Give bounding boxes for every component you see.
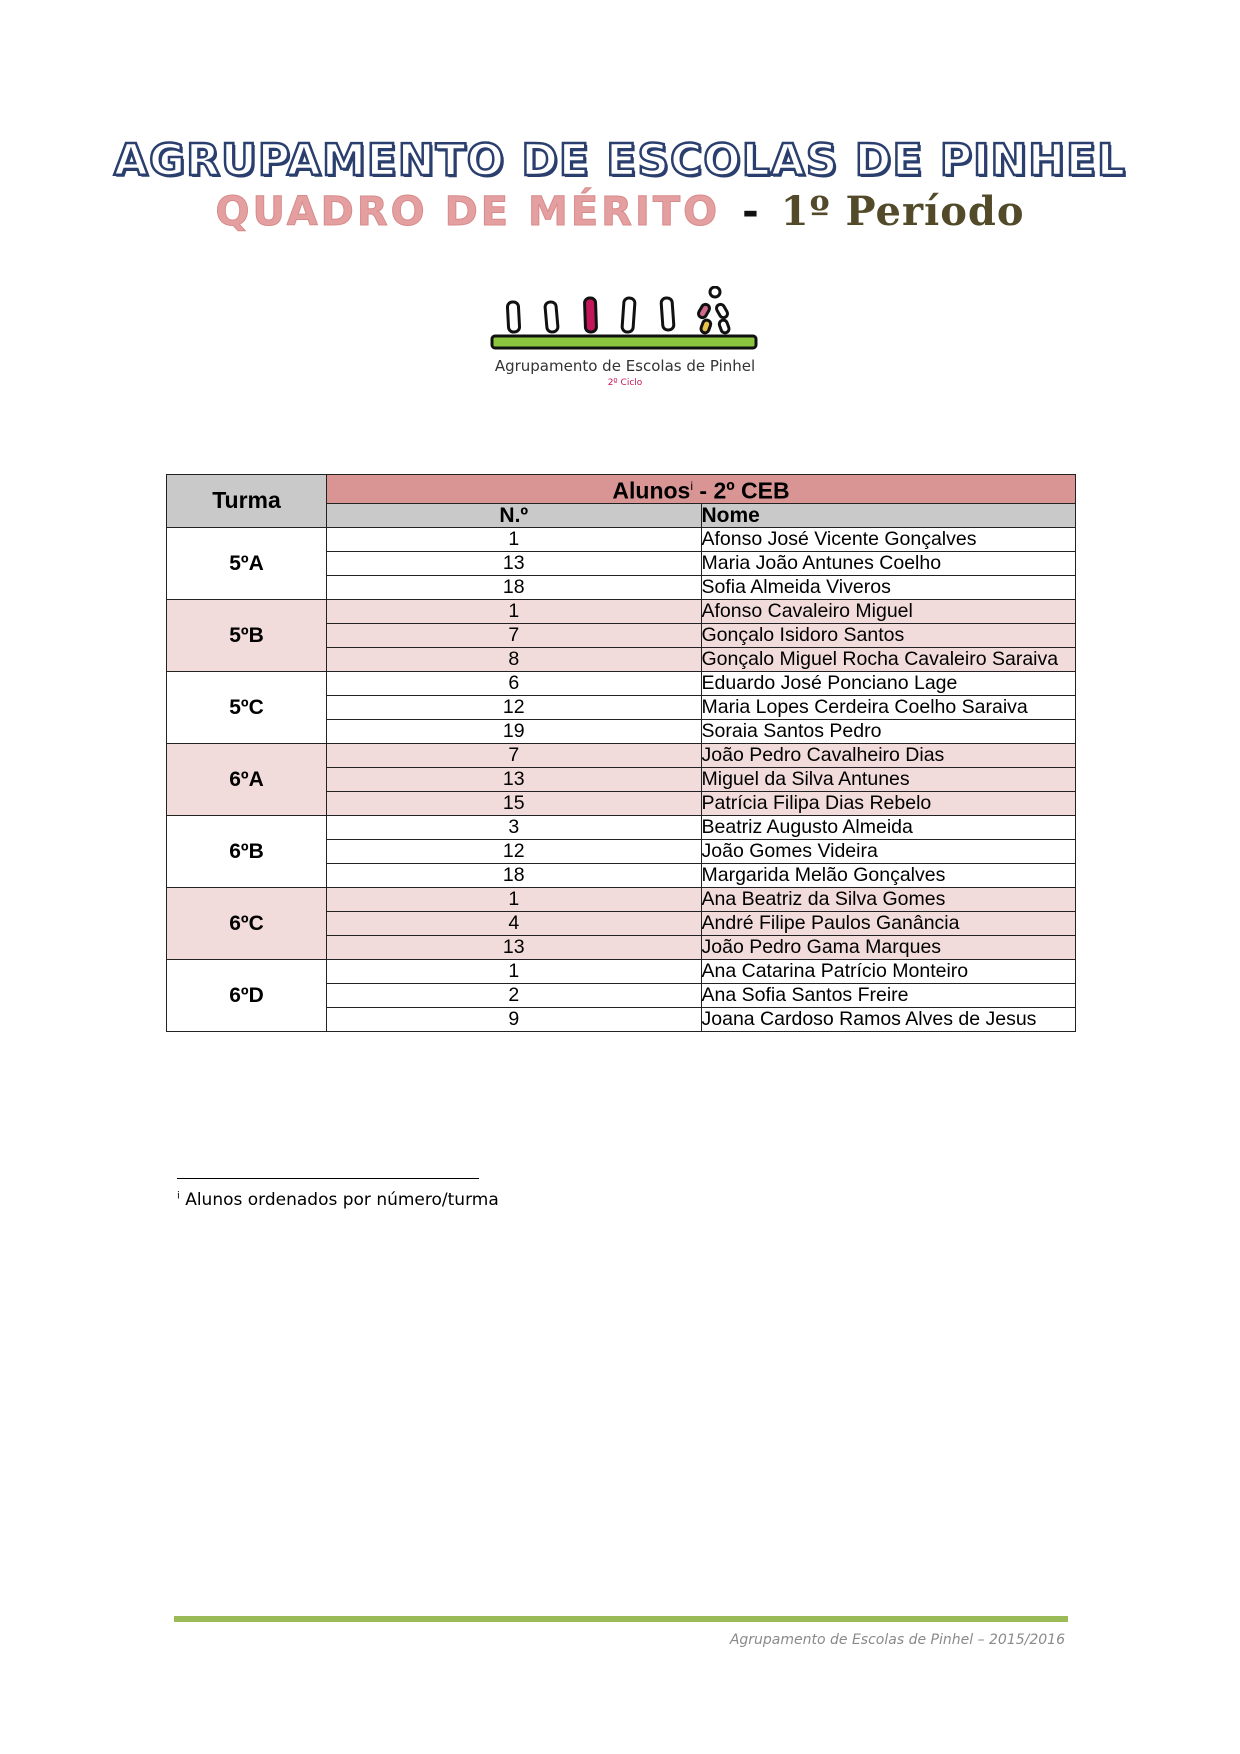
student-number-cell: 3: [327, 815, 702, 839]
class-cell: 6ºC: [167, 887, 327, 959]
student-name-cell: Patrícia Filipa Dias Rebelo: [701, 791, 1076, 815]
class-cell: 5ºB: [167, 599, 327, 671]
student-number-cell: 7: [327, 623, 702, 647]
footnote: [177, 1190, 499, 1210]
student-name-cell: Beatriz Augusto Almeida: [701, 815, 1076, 839]
student-name-cell: Ana Catarina Patrício Monteiro: [701, 959, 1076, 983]
class-cell: 5ºC: [167, 671, 327, 743]
title-separator: -: [742, 189, 759, 235]
footer-text: Agrupamento de Escolas de Pinhel – 2015/2016: [729, 1632, 1065, 1648]
student-name-cell: André Filipe Paulos Ganância: [701, 911, 1076, 935]
name-header: Nome: [701, 503, 1076, 527]
student-number-cell: 1: [327, 527, 702, 551]
student-name-cell: Miguel da Silva Antunes: [701, 767, 1076, 791]
student-number-cell: 1: [327, 599, 702, 623]
table-row: [167, 599, 1076, 623]
class-cell: 6ºB: [167, 815, 327, 887]
student-name-cell: Gonçalo Miguel Rocha Cavaleiro Saraiva: [701, 647, 1076, 671]
student-number-cell: 7: [327, 743, 702, 767]
table-row: [167, 887, 1076, 911]
alunos-label: Alunos: [612, 477, 691, 504]
student-name-cell: João Gomes Videira: [701, 839, 1076, 863]
logo-subcaption: 2º Ciclo: [607, 378, 643, 388]
student-number-cell: 1: [327, 887, 702, 911]
class-cell: 6ºA: [167, 743, 327, 815]
turma-header: Turma: [167, 475, 327, 528]
student-number-cell: 18: [327, 575, 702, 599]
table-row: [167, 671, 1076, 695]
board-title: QUADRO DE MÉRITO: [215, 189, 721, 235]
student-number-cell: 18: [327, 863, 702, 887]
student-name-cell: Maria João Antunes Coelho: [701, 551, 1076, 575]
student-name-cell: Gonçalo Isidoro Santos: [701, 623, 1076, 647]
alunos-header: [327, 475, 1076, 504]
merit-table-body: [167, 527, 1076, 1031]
student-number-cell: 1: [327, 959, 702, 983]
student-number-cell: 2: [327, 983, 702, 1007]
student-name-cell: Eduardo José Ponciano Lage: [701, 671, 1076, 695]
table-header-row: [167, 475, 1076, 504]
logo-caption: Agrupamento de Escolas de Pinhel: [494, 357, 756, 375]
student-name-cell: Afonso Cavaleiro Miguel: [701, 599, 1076, 623]
student-name-cell: Sofia Almeida Viveros: [701, 575, 1076, 599]
table-row: [167, 743, 1076, 767]
board-title-line: [0, 188, 1240, 236]
period-label: 1º Período: [780, 188, 1025, 235]
student-number-cell: 8: [327, 647, 702, 671]
class-cell: 5ºA: [167, 527, 327, 599]
merit-table: [166, 474, 1076, 1032]
footnote-marker: i: [177, 1190, 180, 1202]
school-title: AGRUPAMENTO DE ESCOLAS DE PINHEL: [113, 135, 1127, 186]
student-number-cell: 12: [327, 695, 702, 719]
student-number-cell: 12: [327, 839, 702, 863]
student-name-cell: João Pedro Gama Marques: [701, 935, 1076, 959]
student-number-cell: 15: [327, 791, 702, 815]
student-name-cell: Afonso José Vicente Gonçalves: [701, 527, 1076, 551]
student-name-cell: João Pedro Cavalheiro Dias: [701, 743, 1076, 767]
student-number-cell: 13: [327, 935, 702, 959]
alunos-suffix: - 2º CEB: [693, 477, 790, 504]
student-number-cell: 4: [327, 911, 702, 935]
table-row: [167, 527, 1076, 551]
table-row: [167, 815, 1076, 839]
student-number-cell: 19: [327, 719, 702, 743]
footer-divider: [174, 1616, 1068, 1622]
footnote-text: Alunos ordenados por número/turma: [185, 1190, 499, 1210]
student-name-cell: Ana Sofia Santos Freire: [701, 983, 1076, 1007]
student-name-cell: Margarida Melão Gonçalves: [701, 863, 1076, 887]
student-number-cell: 9: [327, 1007, 702, 1031]
student-number-cell: 6: [327, 671, 702, 695]
number-header: N.º: [327, 503, 702, 527]
student-name-cell: Maria Lopes Cerdeira Coelho Saraiva: [701, 695, 1076, 719]
table-row: [167, 959, 1076, 983]
student-name-cell: Joana Cardoso Ramos Alves de Jesus: [701, 1007, 1076, 1031]
class-cell: 6ºD: [167, 959, 327, 1031]
student-number-cell: 13: [327, 767, 702, 791]
student-number-cell: 13: [327, 551, 702, 575]
student-name-cell: Soraia Santos Pedro: [701, 719, 1076, 743]
student-name-cell: Ana Beatriz da Silva Gomes: [701, 887, 1076, 911]
footnote-ref: i: [690, 479, 694, 493]
footnote-divider: [177, 1178, 479, 1179]
